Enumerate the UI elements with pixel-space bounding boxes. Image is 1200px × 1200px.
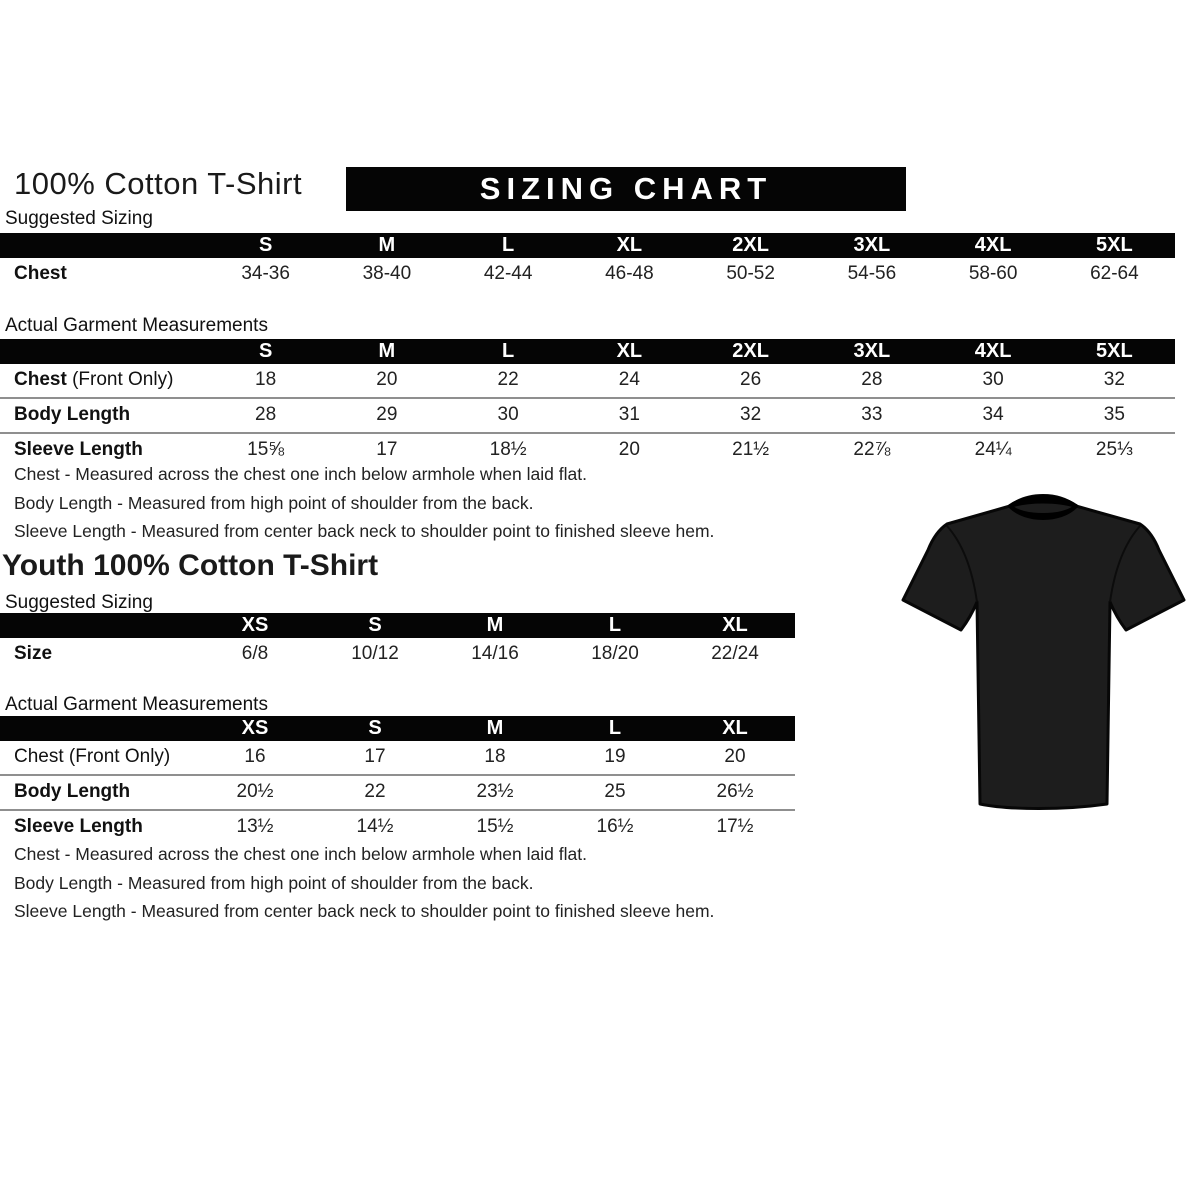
measurement-cell: 35	[1054, 398, 1175, 433]
chest-note: Chest - Measured across the chest one inch below armhole when laid flat.	[14, 464, 587, 484]
row-label-text: Sleeve Length	[14, 816, 143, 837]
size-column-header: 3XL	[811, 339, 932, 364]
row-label	[0, 638, 195, 671]
measurement-cell: 16½	[555, 810, 675, 844]
size-column-header: S	[205, 339, 326, 364]
measurement-cell: 14/16	[471, 643, 519, 664]
row-label	[0, 775, 195, 810]
measurement-cell: 62-64	[1090, 263, 1139, 284]
measurement-cell: 18	[484, 746, 506, 767]
measurement-cell: 20	[376, 369, 398, 390]
sleeve-length-note: Sleeve Length - Measured from center back neck to shoulder point to finished sleeve hem.	[14, 901, 715, 921]
measurement-row	[0, 810, 795, 844]
measurement-cell: 46-48	[605, 263, 654, 284]
measurement-cell: 54-56	[847, 263, 897, 284]
measurement-cell: 20½	[195, 775, 315, 810]
size-column-header: S	[315, 613, 435, 638]
measurement-cell: 26	[740, 369, 762, 390]
size-column-header: M	[435, 716, 555, 741]
size-column-header: 5XL	[1054, 339, 1175, 364]
size-column-header: 4XL	[933, 233, 1054, 258]
size-column-header: 3XL	[811, 233, 932, 258]
adult-actual-measurements-label: Actual Garment Measurements	[5, 315, 268, 336]
measurement-row	[0, 638, 795, 671]
measurement-cell: 38-40	[362, 263, 412, 284]
size-header-row	[0, 233, 1175, 258]
size-column-header: XL	[569, 339, 690, 364]
measurement-cell: 24¼	[933, 433, 1054, 467]
body-length-note: Body Length - Measured from high point of shoulder from the back.	[14, 492, 534, 513]
measurement-cell: 50-52	[726, 263, 775, 284]
measurement-cell: 19	[604, 746, 626, 767]
tshirt-body-shape	[903, 496, 1184, 809]
row-label	[0, 810, 195, 844]
row-label-text: Chest	[14, 263, 67, 284]
row-label	[0, 258, 205, 291]
size-column-header: 2XL	[690, 339, 811, 364]
adult-actual-measurements-table	[0, 339, 1175, 467]
size-column-header: 4XL	[933, 339, 1054, 364]
size-column-header: S	[205, 233, 326, 258]
measurement-cell: 13½	[195, 810, 315, 844]
measurement-cell: 18½	[448, 433, 569, 467]
youth-section-title: Youth 100% Cotton T-Shirt	[2, 549, 379, 582]
measurement-cell: 18/20	[591, 643, 639, 664]
measurement-cell: 15½	[435, 810, 555, 844]
adult-suggested-sizing-label: Suggested Sizing	[5, 208, 153, 229]
header-spacer-cell	[0, 716, 195, 741]
body-length-note: Body Length - Measured from high point of shoulder from the back.	[14, 872, 534, 893]
size-column-header: 5XL	[1054, 233, 1175, 258]
measurement-cell: 31	[569, 398, 690, 433]
header-spacer-cell	[0, 613, 195, 638]
measurement-cell: 32	[1103, 369, 1125, 390]
row-label-text: Size	[14, 643, 53, 664]
measurement-cell: 30	[448, 398, 569, 433]
size-column-header: M	[326, 339, 447, 364]
row-label-text: Body Length	[14, 781, 131, 802]
header-spacer-cell	[0, 233, 205, 258]
measurement-row	[0, 775, 795, 810]
tshirt-photo	[893, 474, 1193, 826]
size-column-header: XL	[675, 716, 795, 741]
adult-suggested-sizing-table	[0, 233, 1175, 291]
size-column-header: XL	[569, 233, 690, 258]
measurement-cell: 20	[569, 433, 690, 467]
row-label	[0, 364, 205, 398]
measurement-cell: 29	[326, 398, 447, 433]
measurement-row	[0, 258, 1175, 291]
row-label-text: Sleeve Length	[14, 439, 143, 460]
size-column-header: M	[326, 233, 447, 258]
measurement-cell: 28	[861, 369, 883, 390]
size-column-header: 2XL	[690, 233, 811, 258]
size-header-row	[0, 613, 795, 638]
measurement-cell: 18	[255, 369, 277, 390]
youth-suggested-sizing-table	[0, 613, 795, 671]
measurement-cell: 22⅞	[811, 433, 932, 467]
measurement-cell: 23½	[435, 775, 555, 810]
row-label-text: Body Length	[14, 404, 131, 425]
header-spacer-cell	[0, 339, 205, 364]
size-column-header: XS	[195, 613, 315, 638]
measurement-cell: 22	[315, 775, 435, 810]
measurement-cell: 26½	[675, 775, 795, 810]
measurement-row	[0, 364, 1175, 398]
measurement-cell: 15⅝	[205, 433, 326, 467]
measurement-cell: 28	[205, 398, 326, 433]
measurement-cell: 34	[933, 398, 1054, 433]
size-column-header: XL	[675, 613, 795, 638]
row-label-suffix: (Front Only)	[66, 369, 174, 390]
measurement-row	[0, 741, 795, 775]
adult-section-title: 100% Cotton T-Shirt	[14, 166, 303, 201]
youth-actual-measurements-label: Actual Garment Measurements	[5, 694, 268, 715]
measurement-cell: 20	[724, 746, 746, 767]
size-column-header: M	[435, 613, 555, 638]
size-header-row	[0, 339, 1175, 364]
measurement-cell: 33	[811, 398, 932, 433]
measurement-cell: 30	[982, 369, 1004, 390]
row-label	[0, 398, 205, 433]
black-tshirt-image	[893, 474, 1193, 826]
measurement-cell: 10/12	[351, 643, 399, 664]
youth-measurement-notes	[14, 840, 714, 926]
size-column-header: L	[448, 339, 569, 364]
adult-measurement-notes	[14, 460, 714, 546]
size-column-header: L	[555, 716, 675, 741]
measurement-cell: 22/24	[711, 643, 759, 664]
size-column-header: S	[315, 716, 435, 741]
size-column-header: L	[555, 613, 675, 638]
row-label-text: Chest (Front Only)	[14, 746, 171, 767]
youth-suggested-sizing-label: Suggested Sizing	[5, 592, 153, 613]
measurement-cell: 17	[364, 746, 386, 767]
measurement-cell: 14½	[315, 810, 435, 844]
sleeve-length-note: Sleeve Length - Measured from center back neck to shoulder point to finished sleeve hem.	[14, 521, 715, 541]
row-label-text: Chest	[14, 369, 67, 390]
measurement-cell: 32	[690, 398, 811, 433]
measurement-row	[0, 398, 1175, 433]
measurement-cell: 16	[244, 746, 266, 767]
measurement-cell: 25	[555, 775, 675, 810]
chest-note: Chest - Measured across the chest one inch below armhole when laid flat.	[14, 844, 587, 864]
youth-actual-measurements-table	[0, 716, 795, 844]
size-column-header: XS	[195, 716, 315, 741]
row-label	[0, 741, 195, 775]
sizing-chart-banner-text: SIZING CHART	[479, 171, 773, 206]
measurement-cell: 17	[326, 433, 447, 467]
measurement-cell: 34-36	[241, 263, 290, 284]
measurement-cell: 6/8	[241, 643, 269, 664]
measurement-cell: 22	[497, 369, 519, 390]
sizing-chart-banner	[346, 167, 906, 211]
measurement-cell: 58-60	[968, 263, 1018, 284]
measurement-cell: 25⅓	[1054, 433, 1175, 467]
measurement-cell: 42-44	[483, 263, 533, 284]
measurement-cell: 21½	[690, 433, 811, 467]
size-column-header: L	[448, 233, 569, 258]
measurement-cell: 17½	[675, 810, 795, 844]
measurement-cell: 24	[618, 369, 640, 390]
size-header-row	[0, 716, 795, 741]
